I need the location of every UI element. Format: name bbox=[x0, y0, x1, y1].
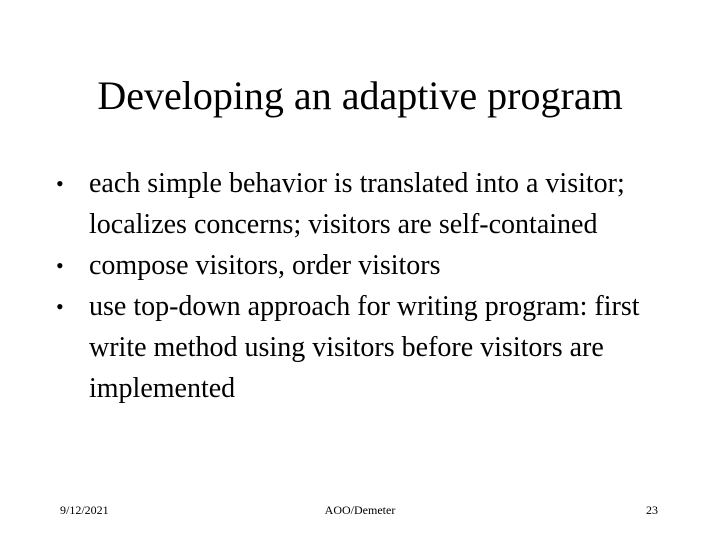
slide-title: Developing an adaptive program bbox=[97, 73, 623, 118]
bullet-item-1 bbox=[0, 163, 689, 245]
bullet-icon: • bbox=[56, 171, 64, 196]
bullet-icon: • bbox=[56, 294, 64, 319]
page-number: 23 bbox=[646, 503, 658, 517]
footer-title: AOO/Demeter bbox=[324, 503, 396, 517]
bullet-text: each simple behavior is translated into a visitor; localizes concerns; visitors are self-contained bbox=[89, 168, 625, 240]
bullet-icon: • bbox=[56, 253, 64, 278]
footer-date: 9/12/2021 bbox=[60, 503, 109, 517]
bullet-list bbox=[0, 163, 720, 409]
bullet-item-2 bbox=[0, 245, 689, 286]
bullet-text: use top-down approach for writing program: first write method using visitors before visitors are implemented bbox=[89, 291, 640, 404]
bullet-item-3 bbox=[0, 286, 689, 409]
bullet-text: compose visitors, order visitors bbox=[89, 250, 441, 281]
